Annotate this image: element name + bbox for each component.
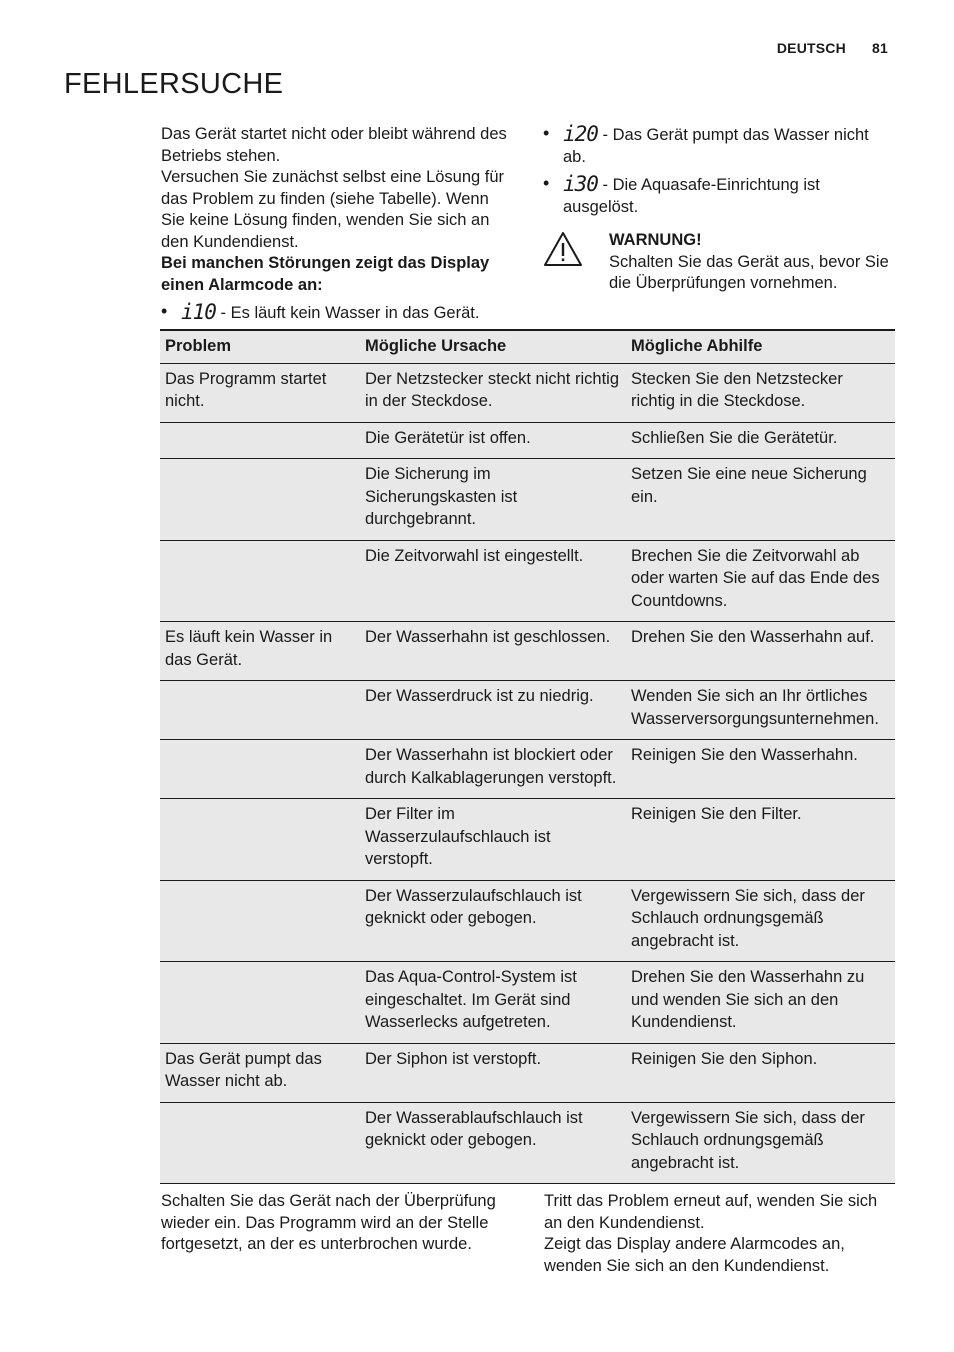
header-language: DEUTSCH <box>776 40 846 56</box>
remedy-cell: Brechen Sie die Zeitvorwahl ab oder warten Sie auf das Ende des Countdowns. <box>626 540 895 622</box>
cause-cell: Der Siphon ist verstopft. <box>360 1043 626 1102</box>
cause-cell: Das Aqua-Control-System ist eingeschaltet. Im Gerät sind Wasserlecks aufgetreten. <box>360 962 626 1044</box>
table-header-row <box>160 330 895 363</box>
table-row <box>160 681 895 740</box>
alarm-code-item <box>543 124 893 168</box>
column-header-problem: Problem <box>160 330 360 363</box>
intro-column <box>161 124 511 325</box>
column-header-cause: Mögliche Ursache <box>360 330 626 363</box>
table-row <box>160 540 895 622</box>
remedy-cell: Drehen Sie den Wasserhahn zu und wenden Sie sich an den Kundendienst. <box>626 962 895 1044</box>
remedy-cell: Vergewissern Sie sich, dass der Schlauch ordnungsgemäß angebracht ist. <box>626 880 895 962</box>
cause-cell: Der Wasserablaufschlauch ist geknickt oder gebogen. <box>360 1102 626 1184</box>
alarm-code: i20 <box>563 122 598 146</box>
intro-alarm-note: Bei manchen Störungen zeigt das Display einen Alarmcode an: <box>161 254 490 294</box>
warning-box <box>543 230 893 295</box>
cause-cell: Der Netzstecker steckt nicht richtig in der Steckdose. <box>360 363 626 422</box>
problem-cell: Das Programm startet nicht. <box>160 363 360 422</box>
cause-cell: Die Gerätetür ist offen. <box>360 422 626 459</box>
footer-right <box>544 1191 899 1277</box>
warning-triangle-icon <box>543 230 583 268</box>
remedy-cell: Schließen Sie die Gerätetür. <box>626 422 895 459</box>
problem-cell <box>160 459 360 541</box>
alarm-code: i10 <box>181 300 216 324</box>
alarm-code: i30 <box>563 172 598 196</box>
remedy-cell: Reinigen Sie den Filter. <box>626 799 895 881</box>
problem-cell <box>160 799 360 881</box>
footer-left-paragraph: Schalten Sie das Gerät nach der Überprüfung wieder ein. Das Programm wird an der Stelle fortgesetzt, an der es unterbrochen wurde. <box>161 1192 496 1253</box>
cause-cell: Der Filter im Wasserzulaufschlauch ist verstopft. <box>360 799 626 881</box>
table-row <box>160 1102 895 1184</box>
intro-paragraph-1: Das Gerät startet nicht oder bleibt während des Betriebs stehen. <box>161 125 507 165</box>
problem-cell: Es läuft kein Wasser in das Gerät. <box>160 622 360 681</box>
alarm-code-text: - Die Aquasafe-Einrichtung ist ausgelöst. <box>563 176 820 216</box>
problem-cell <box>160 1102 360 1184</box>
remedy-cell: Setzen Sie eine neue Sicherung ein. <box>626 459 895 541</box>
remedy-cell: Vergewissern Sie sich, dass der Schlauch ordnungsgemäß angebracht ist. <box>626 1102 895 1184</box>
problem-cell <box>160 740 360 799</box>
page-number: 81 <box>872 40 888 56</box>
remedy-cell: Drehen Sie den Wasserhahn auf. <box>626 622 895 681</box>
cause-cell: Der Wasserhahn ist geschlossen. <box>360 622 626 681</box>
table-row <box>160 740 895 799</box>
table-row <box>160 799 895 881</box>
table-row <box>160 363 895 422</box>
cause-cell: Die Zeitvorwahl ist eingestellt. <box>360 540 626 622</box>
problem-cell <box>160 540 360 622</box>
right-column <box>543 124 893 295</box>
troubleshooting-table <box>160 329 895 1184</box>
problem-cell <box>160 880 360 962</box>
page-title: FEHLERSUCHE <box>64 68 284 100</box>
remedy-cell: Reinigen Sie den Wasserhahn. <box>626 740 895 799</box>
intro-paragraph-2: Versuchen Sie zunächst selbst eine Lösung für das Problem zu finden (siehe Tabelle). Wenn Sie keine Lösung finden, wenden Sie sich an den Kundendienst. <box>161 168 505 251</box>
table-row <box>160 880 895 962</box>
footer-right-paragraph-2: Zeigt das Display andere Alarmcodes an, wenden Sie sich an den Kundendienst. <box>544 1235 845 1275</box>
column-header-remedy: Mögliche Abhilfe <box>626 330 895 363</box>
alarm-code-item <box>543 174 893 218</box>
remedy-cell: Reinigen Sie den Siphon. <box>626 1043 895 1102</box>
table-row <box>160 422 895 459</box>
alarm-code-item <box>161 302 511 325</box>
warning-text: Schalten Sie das Gerät aus, bevor Sie die Überprüfungen vornehmen. <box>609 252 889 292</box>
problem-cell: Das Gerät pumpt das Wasser nicht ab. <box>160 1043 360 1102</box>
cause-cell: Der Wasserzulaufschlauch ist geknickt oder gebogen. <box>360 880 626 962</box>
cause-cell: Der Wasserdruck ist zu niedrig. <box>360 681 626 740</box>
problem-cell <box>160 422 360 459</box>
cause-cell: Der Wasserhahn ist blockiert oder durch Kalkablagerungen verstopft. <box>360 740 626 799</box>
table-row <box>160 459 895 541</box>
problem-cell <box>160 962 360 1044</box>
page-header <box>777 40 888 56</box>
remedy-cell: Wenden Sie sich an Ihr örtliches Wasserversorgungsunternehmen. <box>626 681 895 740</box>
table-row <box>160 1043 895 1102</box>
footer-right-paragraph-1: Tritt das Problem erneut auf, wenden Sie sich an den Kundendienst. <box>544 1192 878 1232</box>
cause-cell: Die Sicherung im Sicherungskasten ist durchgebrannt. <box>360 459 626 541</box>
table-row <box>160 962 895 1044</box>
alarm-code-text: - Das Gerät pumpt das Wasser nicht ab. <box>563 126 869 166</box>
alarm-code-text: - Es läuft kein Wasser in das Gerät. <box>215 304 480 322</box>
remedy-cell: Stecken Sie den Netzstecker richtig in die Steckdose. <box>626 363 895 422</box>
problem-cell <box>160 681 360 740</box>
warning-title: WARNUNG! <box>609 231 702 249</box>
table-row <box>160 622 895 681</box>
